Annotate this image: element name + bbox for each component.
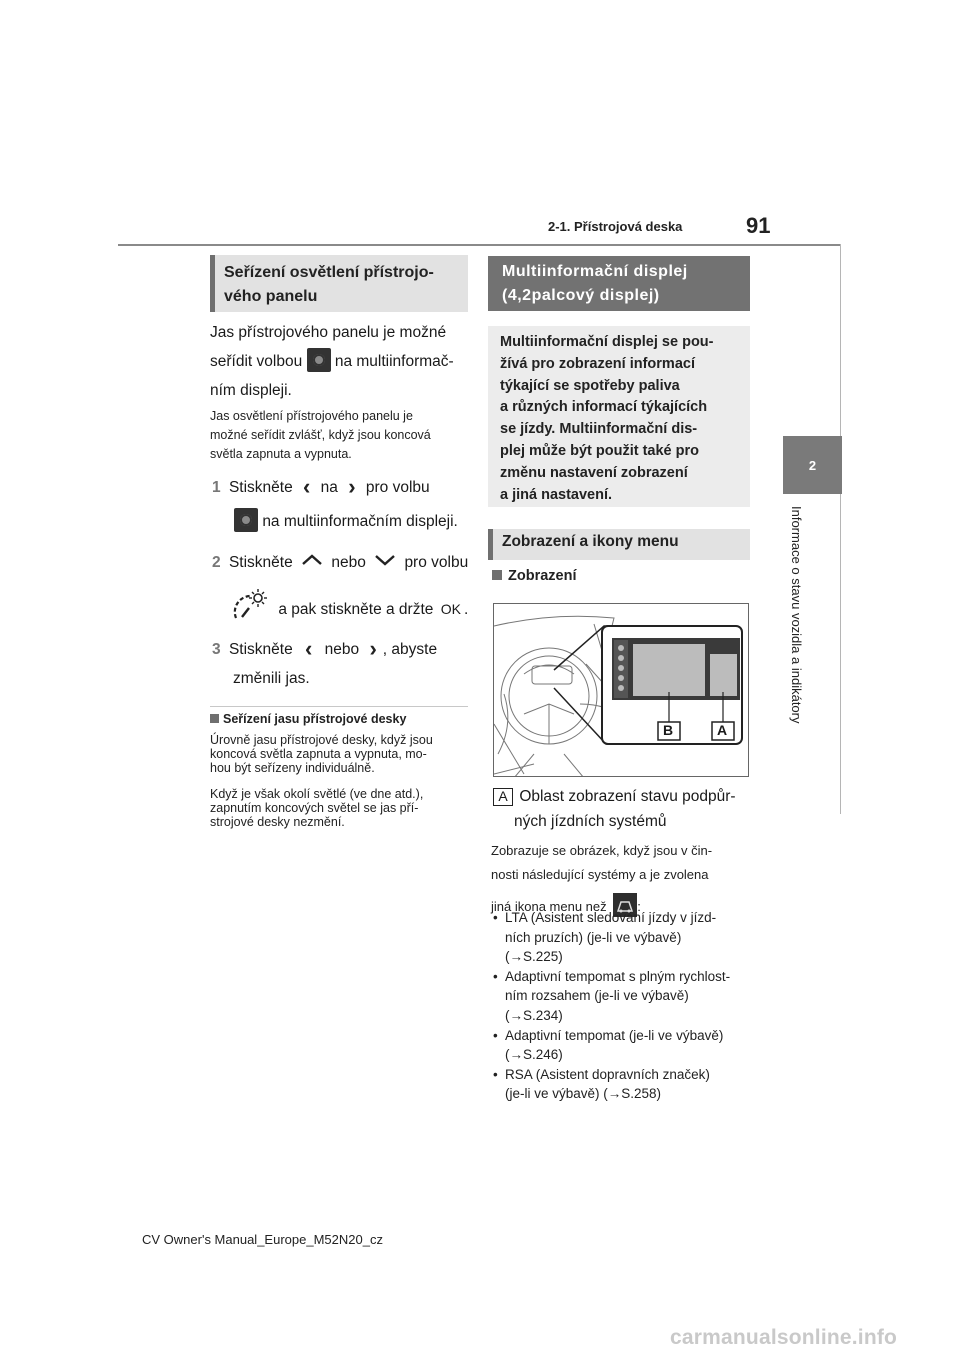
text-span: a pak stiskněte a držte: [278, 601, 434, 618]
label-a-badge: A: [493, 788, 513, 806]
page-reference[interactable]: (→S.225): [505, 949, 563, 965]
site-watermark[interactable]: carmanualsonline.info: [670, 1326, 898, 1349]
callout-line: plej může být použit také pro: [500, 442, 699, 459]
text-line: ných jízdních systémů: [514, 813, 667, 830]
text-span: na multiinformač-: [334, 353, 454, 370]
manual-footer: CV Owner's Manual_Europe_M52N20_cz: [142, 1232, 383, 1247]
chevron-down-icon: [374, 547, 396, 576]
header-rule: [118, 244, 840, 246]
section-title-menu: Zobrazení a ikony menu: [488, 529, 750, 560]
step-2-cont: [232, 588, 482, 632]
dashboard-illustration: [493, 603, 749, 777]
text-line: Zobrazuje se obrázek, když jsou v čin-: [491, 843, 713, 858]
text-line: strojové desky nezmění.: [210, 815, 345, 829]
list-item: [492, 1026, 750, 1065]
systems-list: [492, 908, 750, 1104]
subsection-title: [492, 568, 576, 584]
side-divider: [840, 244, 841, 814]
text-span: seřídit volbou: [210, 353, 303, 370]
section-divider: [210, 706, 468, 707]
text-span: na: [320, 479, 338, 496]
text-span: , abyste: [382, 641, 438, 658]
text-line: • RSA (Asistent dopravních značek): [505, 1066, 710, 1082]
note-paragraph: [210, 407, 472, 464]
chapter-title: Informace o stavu vozidla a indikátory: [789, 506, 804, 724]
text-span: :: [637, 899, 641, 914]
step-2: [212, 547, 474, 577]
settings-gear-icon: [307, 348, 331, 372]
subsection-paragraph-2: [210, 787, 472, 829]
step-number: 2: [212, 554, 221, 571]
title-line: vého panelu: [224, 288, 318, 305]
list-item: [492, 1065, 750, 1104]
subsection-title: [210, 712, 406, 726]
figure-label-b: B: [663, 722, 674, 738]
title-line: Multiinformační displej: [502, 263, 688, 280]
page-reference[interactable]: (→S.234): [505, 1007, 563, 1023]
title-line: Seřízení osvětlení přístrojo-: [224, 264, 434, 281]
text-span: Stiskněte: [228, 554, 293, 571]
text-line: nosti následující systémy a je zvolena: [491, 867, 709, 882]
text-span: Zobrazení: [508, 568, 577, 584]
chevron-up-icon: [301, 547, 323, 576]
text-span: Seřízení jasu přístrojové desky: [223, 712, 407, 726]
text-line: ních pruzích) (je-li ve výbavě): [505, 929, 682, 945]
text-line: možné seřídit zvlášť, když jsou koncová: [210, 428, 431, 442]
text-span: Oblast zobrazení stavu podpůr-: [519, 788, 736, 805]
step-number: 1: [212, 479, 221, 496]
ok-button-icon: OK: [440, 601, 461, 617]
text-line: • Adaptivní tempomat (je-li ve výbavě): [505, 1027, 724, 1043]
info-callout: [488, 326, 750, 507]
text-span: .: [463, 601, 469, 618]
chapter-tab: 2: [783, 436, 842, 494]
step-3: [212, 635, 474, 664]
title-line: (4,2palcový displej): [502, 287, 660, 304]
section-title-multiinfo: [488, 256, 750, 311]
text-span: jiná ikona menu než: [491, 899, 607, 914]
text-line: Úrovně jasu přístrojové desky, když jsou: [210, 733, 433, 747]
text-line: • Adaptivní tempomat s plným rychlost-: [505, 968, 731, 984]
intro-paragraph: [210, 318, 472, 405]
text-line: zapnutím koncových světel se jas pří-: [210, 801, 419, 815]
text-line: Jas osvětlení přístrojového panelu je: [210, 409, 413, 423]
text-span: nebo: [331, 554, 366, 571]
section-heading: 2-1. Přístrojová deska: [548, 219, 683, 234]
step-number: 3: [212, 641, 221, 658]
text-span: Stiskněte: [228, 641, 293, 658]
list-item: [492, 908, 750, 967]
callout-line: Multiinformační displej se pou-: [500, 334, 714, 350]
callout-line: změnu nastavení zobrazení: [500, 464, 688, 481]
brightness-icon: [232, 588, 268, 632]
text-line: Když je však okolí světlé (ve dne atd.),: [210, 787, 424, 801]
step-1: [212, 473, 474, 502]
callout-line: žívá pro zobrazení informací: [500, 355, 695, 372]
figure-label-a: A: [717, 722, 728, 738]
settings-gear-icon: [234, 508, 258, 532]
chevron-right-icon: ›: [369, 636, 377, 661]
square-bullet-icon: [492, 570, 502, 580]
text-line: hou být seřízeny individuálně.: [210, 761, 375, 775]
callout-line: se jízdy. Multiinformační dis-: [500, 421, 698, 438]
page-reference[interactable]: (→S.246): [505, 1047, 563, 1063]
square-bullet-icon: [210, 714, 219, 723]
subsection-paragraph-1: [210, 733, 472, 775]
chevron-left-icon: ‹: [303, 474, 311, 499]
callout-line: a různých informací týkajících: [500, 399, 708, 416]
text-span: pro volbu: [404, 554, 469, 571]
text-span: nebo: [324, 641, 360, 658]
page-reference[interactable]: (je-li ve výbavě) (→S.258): [505, 1086, 662, 1102]
text-line: koncová světla zapnuta a vypnuta, mo-: [210, 747, 427, 761]
text-line: Jas přístrojového panelu je možné: [210, 324, 447, 341]
text-span: na multiinformačním displeji.: [262, 513, 458, 530]
text-line: [210, 347, 472, 376]
text-line: [493, 784, 755, 809]
page-number: 91: [746, 213, 771, 238]
section-title-brightness: [210, 255, 468, 312]
text-span: Stiskněte: [228, 479, 293, 496]
callout-line: a jiná nastavení.: [500, 486, 613, 503]
text-line: • LTA (Asistent sledování jízdy v jízd-: [505, 910, 717, 925]
list-item: [492, 967, 750, 1026]
text-line: ním rozsahem (je-li ve výbavě): [505, 988, 689, 1004]
dashboard-drawing: [494, 604, 749, 777]
text-span: pro volbu: [365, 479, 430, 496]
text-line: světla zapnuta a vypnuta.: [210, 447, 352, 461]
chevron-right-icon: ›: [348, 474, 356, 499]
step-1-cont: [234, 507, 474, 536]
area-a-description: [493, 784, 755, 834]
callout-line: týkající se spotřeby paliva: [500, 377, 680, 394]
chevron-left-icon: ‹: [305, 636, 313, 661]
description-paragraph: [491, 839, 753, 919]
text-line: ním displeji.: [210, 382, 292, 399]
step-3-cont: změnili jas.: [233, 670, 310, 687]
